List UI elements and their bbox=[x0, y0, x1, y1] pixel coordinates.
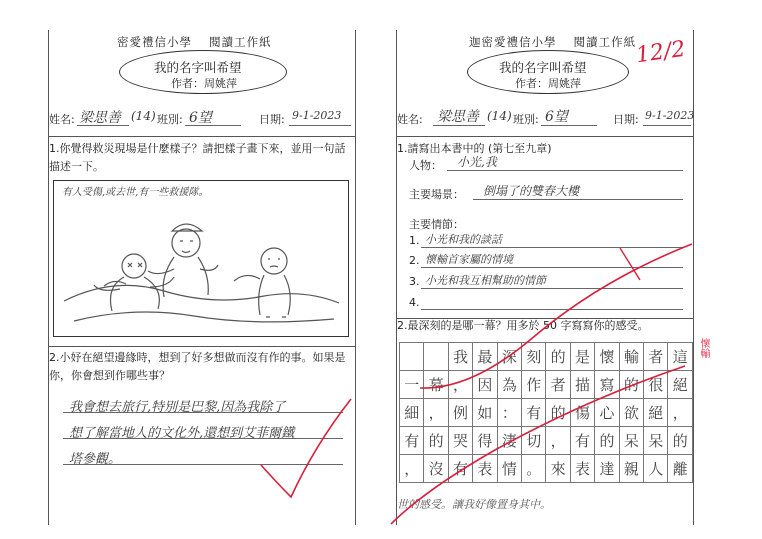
grid-cell: 者 bbox=[546, 371, 570, 399]
class-number: (14) bbox=[487, 109, 512, 123]
grid-cell: 有 bbox=[400, 427, 424, 455]
plot-number: 4. bbox=[409, 296, 420, 309]
grid-cell: ， bbox=[400, 455, 424, 483]
place-label: 主要場景： bbox=[409, 188, 464, 201]
plot-item: 小光和我互相幫助的情節 bbox=[425, 274, 546, 287]
grid-cell: 的 bbox=[546, 399, 570, 427]
divider bbox=[397, 136, 693, 137]
plot-number: 2. bbox=[409, 254, 420, 267]
grid-cell: ， bbox=[546, 427, 570, 455]
characters-value: 小光,我 bbox=[457, 155, 497, 169]
divider bbox=[49, 136, 355, 137]
grid-cell: 淒 bbox=[497, 427, 521, 455]
grade-mark: 12/2 bbox=[634, 36, 687, 69]
grid-cell: 呆 bbox=[644, 427, 668, 455]
grid-cell: 有 bbox=[448, 455, 472, 483]
question-2: 2.小妤在絕望邊緣時，想到了好多想做而沒有作的事。如果是你，你會想到作哪些事？ bbox=[49, 351, 346, 382]
grid-cell: 傷 bbox=[570, 399, 594, 427]
plot-number: 1. bbox=[409, 234, 420, 247]
answer-text-line: 我會想去旅行,特別是巴黎,因為我除了 bbox=[69, 400, 286, 415]
name-label: 姓名: bbox=[49, 113, 75, 126]
grid-cell: 懷 bbox=[595, 343, 619, 371]
class-value: 6望 bbox=[189, 110, 212, 126]
drawing-box bbox=[53, 180, 349, 337]
date-underline bbox=[289, 125, 351, 126]
disaster-drawing bbox=[54, 181, 348, 336]
plot-number: 3. bbox=[409, 275, 420, 288]
grid-cell: ， bbox=[668, 399, 693, 427]
grid-cell: 情 bbox=[497, 455, 521, 483]
class-number: (14) bbox=[131, 109, 156, 123]
grid-cell: 如 bbox=[473, 399, 497, 427]
grid-cell: 的 bbox=[619, 371, 643, 399]
question-1: 1.請寫出本書中的 (第七至九章) bbox=[397, 142, 552, 155]
grid-cell: 這 bbox=[668, 343, 693, 371]
plot-item: 懷輸首家屬的情境 bbox=[425, 253, 513, 266]
red-tick-mark bbox=[255, 395, 355, 505]
grid-cell: 離 bbox=[668, 455, 693, 483]
grid-cell: 來 bbox=[546, 455, 570, 483]
grid-cell: 刻 bbox=[522, 343, 546, 371]
grid-overflow-text: 世的感受。讓我好像置身其中。 bbox=[397, 498, 551, 511]
name-underline bbox=[433, 125, 485, 126]
grid-cell: 為 bbox=[497, 371, 521, 399]
grid-cell: 描 bbox=[570, 371, 594, 399]
plot-item: 小光和我的談話 bbox=[425, 233, 502, 246]
book-title: 我的名字叫希望 bbox=[499, 60, 587, 75]
grid-cell: 絕 bbox=[644, 399, 668, 427]
grid-cell: 絕 bbox=[668, 371, 693, 399]
book-title: 我的名字叫希望 bbox=[154, 60, 242, 75]
grid-cell: 呆 bbox=[619, 427, 643, 455]
answer-text-line: 想了解當地人的文化外,還想到艾菲爾鐵 bbox=[69, 426, 295, 441]
date-value: 9-1-2023 bbox=[645, 109, 695, 122]
grid-cell: 哭 bbox=[448, 427, 472, 455]
drawing-caption: 有人受傷,或去世,有一些救援隊。 bbox=[62, 187, 209, 198]
question-1: 1.你覺得救災現場是什麼樣子？請把樣子畫下來，並用一句話描述一下。 bbox=[49, 142, 346, 173]
grid-cell: 得 bbox=[473, 427, 497, 455]
class-label: 班別: bbox=[157, 113, 183, 126]
grid-cell: 細 bbox=[400, 399, 424, 427]
grid-cell: 輸 bbox=[619, 343, 643, 371]
grid-cell: 者 bbox=[644, 343, 668, 371]
divider bbox=[49, 346, 355, 347]
grid-cell: 我 bbox=[448, 343, 472, 371]
red-tick-mark bbox=[385, 360, 695, 530]
grid-cell: 寫 bbox=[595, 371, 619, 399]
answer-line bbox=[447, 170, 683, 171]
grid-cell: 表 bbox=[570, 455, 594, 483]
grid-cell: 心 bbox=[595, 399, 619, 427]
grid-cell: ： bbox=[497, 399, 521, 427]
grid-cell: ， bbox=[424, 399, 448, 427]
school-header: 迦密愛禮信小學 閱讀工作紙 bbox=[469, 35, 637, 49]
date-label: 日期: bbox=[613, 113, 639, 126]
answer-text-line: 塔參觀。 bbox=[69, 452, 122, 467]
grid-cell: 的 bbox=[668, 427, 693, 455]
grid-cell: 有 bbox=[570, 427, 594, 455]
grid-cell: 達 bbox=[595, 455, 619, 483]
grid-cell: 深 bbox=[497, 343, 521, 371]
grid-cell: 親 bbox=[619, 455, 643, 483]
grid-cell: ， bbox=[448, 371, 472, 399]
name-underline bbox=[77, 125, 129, 126]
grid-cell: 表 bbox=[473, 455, 497, 483]
name-value: 梁思善 bbox=[437, 109, 479, 125]
grid-cell: 的 bbox=[546, 343, 570, 371]
date-underline bbox=[643, 125, 691, 126]
author: 作者：周姚萍 bbox=[515, 77, 581, 90]
grid-cell: 幕 bbox=[424, 371, 448, 399]
grid-cell: 是 bbox=[570, 343, 594, 371]
author: 作者：周姚萍 bbox=[171, 77, 237, 90]
grid-cell: 作 bbox=[522, 371, 546, 399]
characters-label: 人物： bbox=[409, 159, 442, 172]
margin-note: 懷輸 bbox=[698, 338, 709, 358]
grid-cell: 欲 bbox=[619, 399, 643, 427]
grid-cell: 人 bbox=[644, 455, 668, 483]
grid-cell: 切 bbox=[522, 427, 546, 455]
class-underline bbox=[185, 125, 241, 126]
grid-cell: 沒 bbox=[424, 455, 448, 483]
date-label: 日期: bbox=[259, 113, 285, 126]
class-underline bbox=[541, 125, 597, 126]
name-label: 姓名: bbox=[397, 113, 423, 126]
grid-cell: 很 bbox=[644, 371, 668, 399]
grid-cell: 最 bbox=[473, 343, 497, 371]
plot-label: 主要情節： bbox=[409, 218, 464, 231]
grid-cell: 的 bbox=[424, 427, 448, 455]
school-header: 密愛禮信小學 閱讀工作紙 bbox=[117, 35, 272, 49]
class-value: 6望 bbox=[545, 109, 568, 125]
name-value: 梁思善 bbox=[79, 110, 121, 126]
grid-cell: 因 bbox=[473, 371, 497, 399]
grid-cell: 有 bbox=[522, 399, 546, 427]
class-label: 班別: bbox=[513, 113, 539, 126]
question-2: 2.最深刻的是哪一幕？用多於 50 字寫寫你的感受。 bbox=[397, 319, 649, 332]
grid-cell: 的 bbox=[595, 427, 619, 455]
place-value: 倒塌了的雙春大樓 bbox=[483, 184, 580, 198]
date-value: 9-1-2023 bbox=[292, 109, 342, 122]
grid-cell: 。 bbox=[522, 455, 546, 483]
answer-line bbox=[473, 199, 683, 200]
grid-cell: 一 bbox=[400, 371, 424, 399]
grid-cell: 例 bbox=[448, 399, 472, 427]
